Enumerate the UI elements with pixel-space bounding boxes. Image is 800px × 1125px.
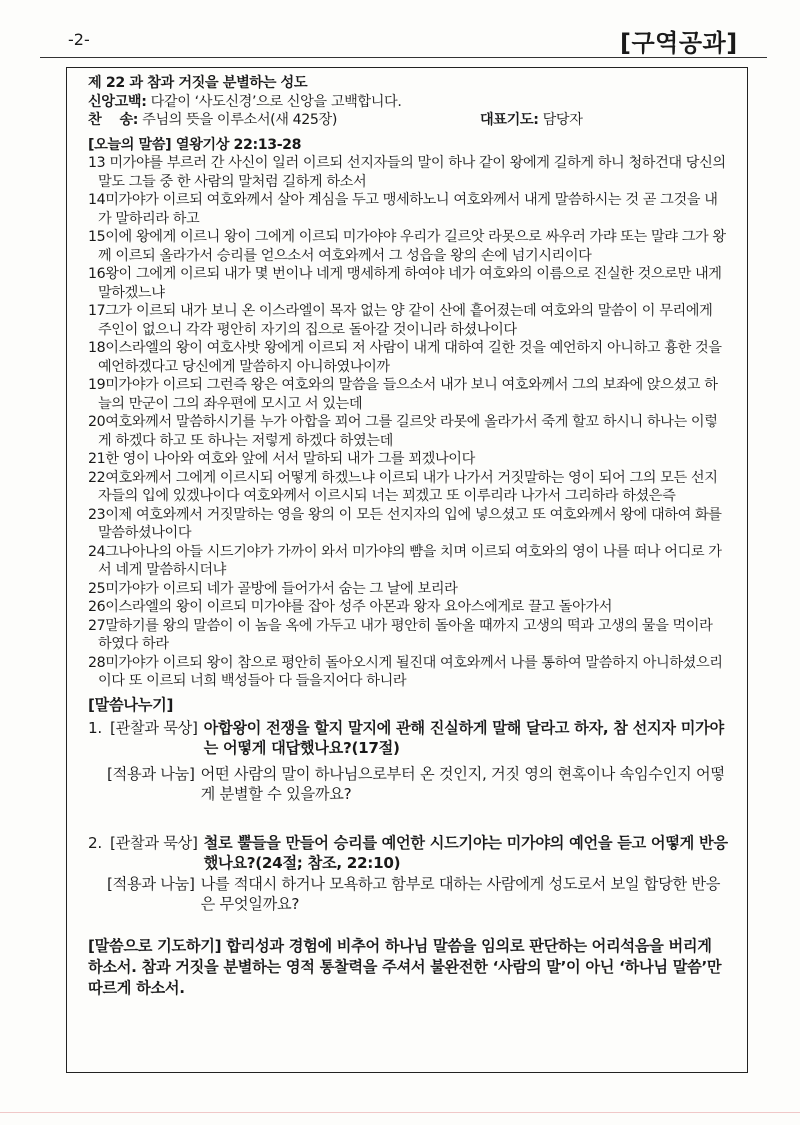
closing-prayer	[88, 936, 728, 999]
verse: 24그나아나의 아들 시드기야가 가까이 와서 미가야의 뺨을 치며 이르되 여호와의 영이 나를 떠나 어디로 가서 네게 말씀하시더냐	[88, 543, 722, 578]
application-label: [적용과 나눔]	[107, 875, 195, 893]
verse: 21한 영이 나아와 여호와 앞에 서서 말하되 내가 그를 꾀겠나이다	[88, 451, 475, 467]
verse: 19미가야가 이르되 그런즉 왕은 여호와의 말씀을 들으소서 내가 보니 여호와께서 그의 보좌에 앉으셨고 하늘의 만군이 그의 좌우편에 모시고 서 있는데	[88, 377, 718, 412]
verse: 26이스라엘의 왕이 이르되 미가야를 잡아 성주 아몬과 왕자 요아스에게로 끌고 돌아가서	[88, 599, 613, 615]
prayer-leader: 담당자	[538, 112, 583, 128]
application-1	[107, 765, 728, 804]
closing-prayer-text: 합리성과 경험에 비추어 하나님 말씀을 임의로 판단하는 어리석음을 버리게 하소서. 참과 거짓을 분별하는 영적 통찰력을 주셔서 불완전한 ‘사람의 말’이 아닌 ‘하나님 말씀’만 따르게 하소서.	[88, 937, 722, 997]
verse: 13 미가야를 부르러 간 사신이 일러 이르되 선지자들의 말이 하나 같이 왕에게 길하게 하니 청하건대 당신의 말도 그들 중 한 사람의 말처럼 길하게 하소서	[88, 155, 726, 190]
question-number: 2.	[88, 834, 102, 852]
hymn-group	[88, 111, 480, 130]
observation-text: 아합왕이 전쟁을 할지 말지에 관해 진실하게 말해 달라고 하자, 참 선지자 미가야는 어떻게 대답했나요?(17절)	[203, 719, 724, 757]
verse: 14미가야가 이르되 여호와께서 살아 계심을 두고 맹세하노니 여호와께서 내게 말씀하시는 것 곧 그것을 내가 말하리라 하고	[88, 192, 718, 227]
verse: 22여호와께서 그에게 이르시되 어떻게 하겠느냐 이르되 내가 나가서 거짓말하는 영이 되어 그의 모든 선지자들의 입에 있겠나이다 여호와께서 이르시되 너는 꾀겠고 또 이루리라 나가서 그리하라 하셨은즉	[88, 469, 718, 504]
application-label: [적용과 나눔]	[107, 765, 195, 783]
todays-word-heading	[88, 136, 728, 155]
observation-label: [관찰과 묵상]	[110, 834, 198, 852]
todays-word-reference: 열왕기상 22:13-28	[171, 136, 302, 153]
prayer-label: 대표기도:	[480, 112, 539, 128]
todays-word-label: [오늘의 말씀]	[88, 136, 172, 153]
verse: 28미가야가 이르되 왕이 참으로 평안히 돌아오시게 될진대 여호와께서 나를 통하여 말씀하지 아니하셨으리이다 또 이르되 너희 백성들아 다 들을지어다 하니라	[88, 654, 723, 689]
question-number: 1.	[88, 719, 102, 737]
page-number: -2-	[68, 30, 90, 49]
observation-1	[88, 719, 728, 758]
verse: 27말하기를 왕의 말씀이 이 놈을 옥에 가두고 내가 평안히 돌아올 때까지 고생의 떡과 고생의 물을 먹이라 하였다 하라	[88, 617, 713, 652]
lesson-content	[88, 74, 728, 999]
lesson-title: 제 22 과 참과 거짓을 분별하는 성도	[88, 75, 308, 91]
observation-2	[88, 834, 728, 873]
verse: 25미가야가 이르되 네가 골방에 들어가서 숨는 그 날에 보리라	[88, 580, 458, 597]
section-tag: [구역공과]	[620, 29, 738, 57]
sharing-heading: [말씀나누기]	[88, 695, 174, 714]
verse: 20여호와께서 말씀하시기를 누가 아합을 꾀어 그를 길르앗 라못에 올라가서 죽게 할꼬 하시니 하나는 이렇게 하겠다 하고 또 하나는 저렇게 하겠다 하였는데	[88, 414, 718, 449]
verse-list	[88, 154, 728, 691]
application-text: 나를 적대시 하거나 모욕하고 함부로 대하는 사람에게 성도로서 보일 합당한 반응은 무엇일까요?	[200, 875, 721, 913]
verse: 17그가 이르되 내가 보니 온 이스라엘이 목자 없는 양 같이 산에 흩어졌는데 여호와의 말씀이 이 무리에게 주인이 없으니 각각 평안히 자기의 집으로 돌아갈 것이니라 하셨나이다	[88, 303, 713, 338]
application-2	[107, 875, 728, 914]
spacer	[88, 804, 728, 834]
question-1	[88, 719, 728, 804]
confession-line	[88, 93, 728, 112]
confession-text: 다같이 ‘사도신경’으로 신앙을 고백합니다.	[146, 93, 402, 110]
verse: 15이에 왕에게 이르니 왕이 그에게 이르되 미가야야 우리가 길르앗 라못으로 싸우러 가랴 또는 말랴 그가 왕께 이르되 올라가서 승리를 얻으소서 여호와께서 그 성읍을 왕의 손에 넘기시리이다	[88, 229, 726, 264]
hymn-text: 주님의 뜻을 이루소서(새 425장)	[138, 112, 337, 128]
spacer	[88, 914, 728, 936]
application-text: 어떤 사람의 말이 하나님으로부터 온 것인지, 거짓 영의 현혹이나 속임수인지 어떻게 분별할 수 있을까요?	[200, 765, 725, 803]
header-rule	[40, 57, 767, 58]
observation-label: [관찰과 묵상]	[110, 719, 198, 737]
observation-text: 철로 뿔들을 만들어 승리를 예언한 시드기야는 미가야의 예언을 듣고 어떻게 반응했나요?(24절; 참조, 22:10)	[203, 834, 728, 872]
verse: 18이스라엘의 왕이 여호사밧 왕에게 이르되 저 사람이 내게 대하여 길한 것을 예언하지 아니하고 흉한 것을 예언하겠다고 당신에게 말씀하지 아니하였나이까	[88, 340, 722, 375]
verse: 16왕이 그에게 이르되 내가 몇 번이나 네게 맹세하게 하여야 네가 여호와의 이름으로 진실한 것으로만 내게 말하겠느냐	[88, 266, 722, 301]
closing-prayer-label: [말씀으로 기도하기]	[88, 937, 222, 955]
hymn-line	[88, 111, 728, 130]
question-2	[88, 834, 728, 914]
prayer-group	[480, 111, 583, 130]
page-edge-line	[0, 1112, 800, 1113]
verse: 23이제 여호와께서 거짓말하는 영을 왕의 이 모든 선지자의 입에 넣으셨고 또 여호와께서 왕에 대하여 화를 말씀하셨나이다	[88, 506, 722, 541]
hymn-label: 찬 송:	[88, 112, 139, 128]
confession-label: 신앙고백:	[88, 93, 147, 110]
